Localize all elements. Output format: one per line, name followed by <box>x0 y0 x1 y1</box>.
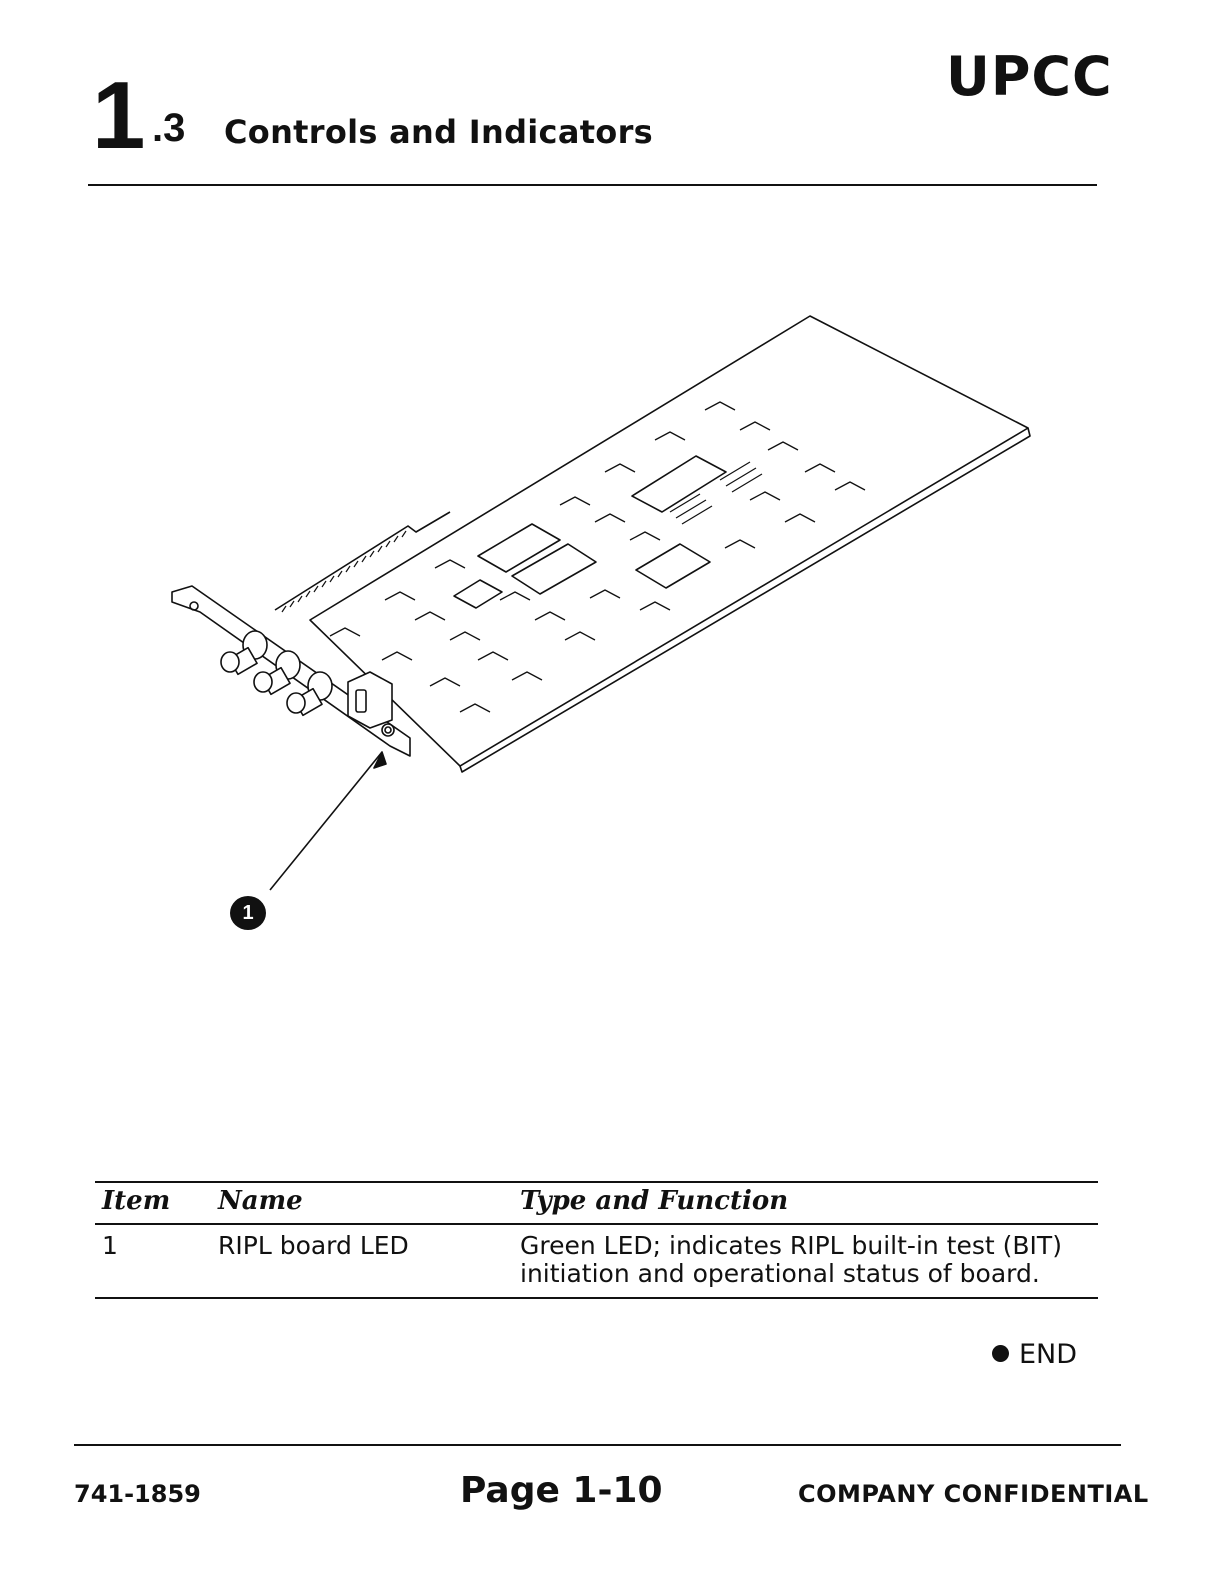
header-rule <box>88 184 1097 186</box>
table-cell-name: RIPL board LED <box>218 1231 409 1260</box>
section-number-minor: .3 <box>152 106 186 150</box>
table-bottom-rule <box>95 1297 1098 1299</box>
table-header-rule <box>95 1223 1098 1225</box>
end-label: END <box>1019 1339 1078 1370</box>
table-cell-function-line1: Green LED; indicates RIPL built-in test (BIT) <box>520 1231 1062 1260</box>
column-header-name: Name <box>218 1186 303 1216</box>
ripl-board-illustration <box>160 300 1060 940</box>
product-name: UPCC <box>946 45 1113 108</box>
classification-label: COMPANY CONFIDENTIAL <box>798 1480 1149 1508</box>
table-cell-function-line2: initiation and operational status of board. <box>520 1259 1040 1288</box>
section-number-major: 1 <box>92 62 144 169</box>
column-header-item: Item <box>102 1186 171 1216</box>
footer-rule <box>74 1444 1121 1446</box>
table-cell-item: 1 <box>102 1231 118 1260</box>
page-number: Page 1-10 <box>460 1470 663 1511</box>
table-top-rule <box>95 1181 1098 1183</box>
callout-badge: 1 <box>230 896 266 930</box>
section-title: Controls and Indicators <box>224 113 654 151</box>
end-marker <box>992 1340 1077 1370</box>
bullet-icon <box>992 1345 1009 1362</box>
column-header-function: Type and Function <box>520 1186 789 1216</box>
document-number: 741-1859 <box>74 1480 201 1508</box>
